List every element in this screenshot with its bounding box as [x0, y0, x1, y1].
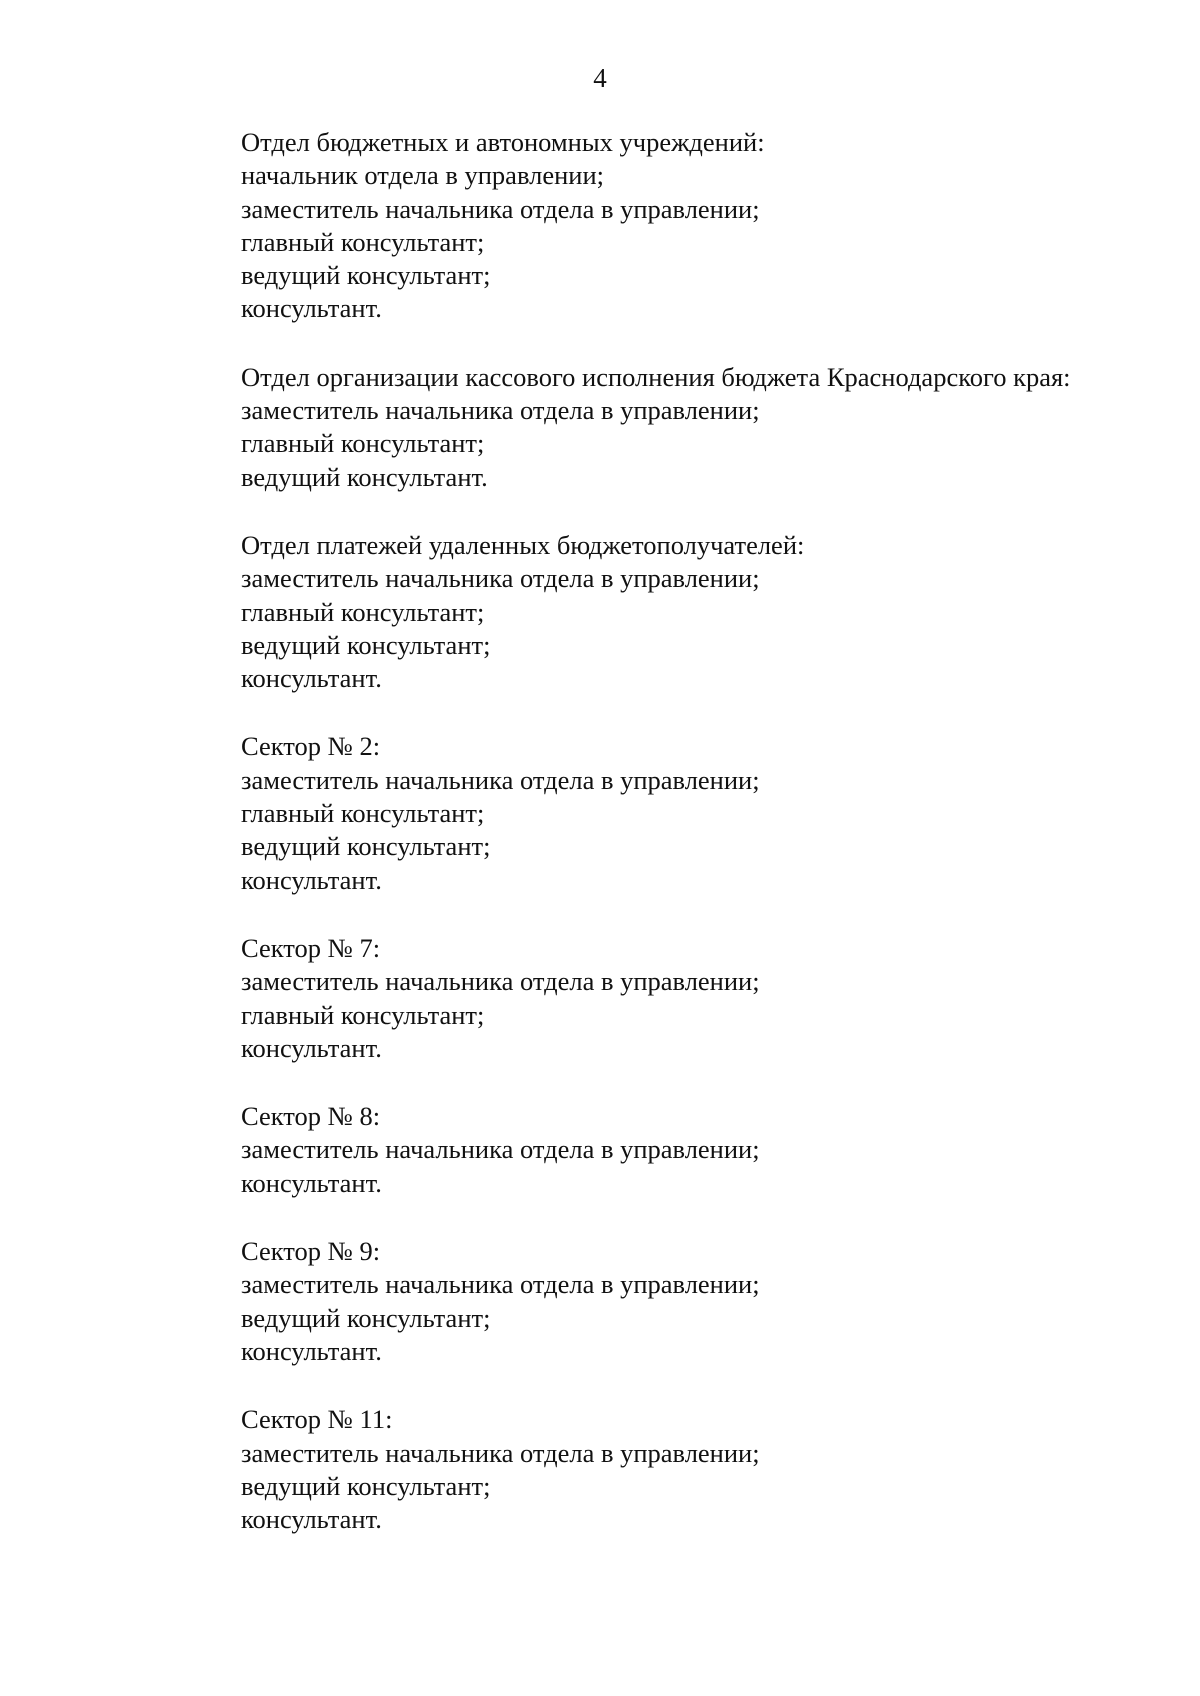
section-heading: Отдел бюджетных и автономных учреждений: [241, 127, 765, 157]
position-item: консультант. [241, 1032, 382, 1063]
position-item: ведущий консультант; [241, 629, 491, 660]
position-item: заместитель начальника отдела в управлении; [241, 193, 760, 224]
section-heading: Сектор № 7: [241, 932, 381, 963]
position-item: заместитель начальника отдела в управлении; [241, 1269, 760, 1300]
section-sector-9 [241, 1235, 1181, 1368]
section-sector-8 [241, 1100, 1181, 1200]
position-item: заместитель начальника отдела в управлении; [241, 1437, 760, 1468]
section-sector-7 [241, 932, 1181, 1065]
section-heading: Сектор № 9: [241, 1236, 381, 1267]
position-item: заместитель начальника отдела в управлении; [241, 764, 760, 795]
position-item: консультант. [241, 663, 382, 694]
position-item: заместитель начальника отдела в управлении; [241, 1134, 760, 1165]
position-item: главный консультант; [241, 596, 485, 627]
position-item: главный консультант; [241, 226, 485, 257]
position-item: заместитель начальника отдела в управлении; [241, 395, 760, 426]
position-item: ведущий консультант; [241, 831, 491, 862]
position-item: заместитель начальника отдела в управлении; [241, 966, 760, 997]
section-cash-execution-dept [241, 361, 1181, 494]
position-item: консультант. [241, 1167, 382, 1198]
document-body [241, 126, 1181, 1571]
position-item: консультант. [241, 293, 382, 324]
section-sector-2 [241, 730, 1181, 896]
position-item: ведущий консультант; [241, 1470, 491, 1501]
position-item: главный консультант; [241, 999, 485, 1030]
section-heading: Сектор № 8: [241, 1101, 381, 1132]
section-sector-11 [241, 1403, 1181, 1536]
section-remote-payments-dept [241, 529, 1181, 695]
position-item: ведущий консультант; [241, 260, 491, 291]
position-item: консультант. [241, 1504, 382, 1535]
position-item: главный консультант; [241, 428, 485, 459]
position-item: консультант. [241, 1335, 382, 1366]
position-item: ведущий консультант. [241, 461, 488, 492]
page-number: 4 [593, 63, 607, 93]
position-item: ведущий консультант; [241, 1302, 491, 1333]
section-heading: Отдел платежей удаленных бюджетополучателей: [241, 529, 805, 560]
position-item: начальник отдела в управлении; [241, 160, 605, 191]
section-heading: Сектор № 2: [241, 731, 381, 762]
position-item: главный консультант; [241, 798, 485, 829]
section-heading: Отдел организации кассового исполнения бюджета Краснодарского края: [241, 361, 1071, 392]
section-heading: Сектор № 11: [241, 1404, 393, 1435]
section-budget-autonomous-institutions-dept [241, 126, 1181, 326]
position-item: консультант. [241, 864, 382, 895]
position-item: заместитель начальника отдела в управлении; [241, 563, 760, 594]
